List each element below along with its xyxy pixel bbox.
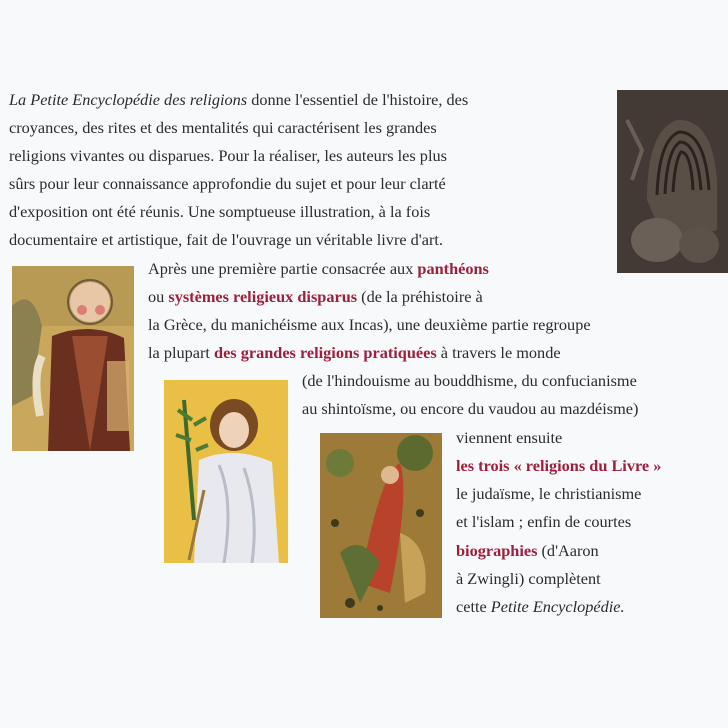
text-line: croyances, des rites et des mentalités qui caractérisent les grandes: [9, 118, 437, 137]
text-line: religions vivantes ou disparues. Pour la réaliser, les auteurs les plus: [9, 146, 447, 165]
text-line: documentaire et artistique, fait de l'ouvrage un véritable livre d'art.: [9, 230, 443, 249]
text-line: [9, 90, 468, 110]
text-line: d'exposition ont été réunis. Une somptueuse illustration, à la fois: [9, 202, 431, 221]
highlight-religions-of-the-book: les trois « religions du Livre »: [456, 456, 662, 475]
book-title-short: Petite Encyclopédie.: [490, 597, 625, 616]
text-span: à travers le monde: [436, 343, 561, 362]
text-span: (de la préhistoire à: [357, 287, 483, 306]
text-line: viennent ensuite: [456, 428, 563, 447]
text-line: sûrs pour leur connaissance approfondie du sujet et pour leur clarté: [9, 174, 446, 193]
text-span: (d'Aaron: [537, 541, 599, 560]
highlight-pantheons: panthéons: [417, 259, 489, 278]
text-span: la plupart: [148, 343, 215, 362]
text-line: et l'islam ; enfin de courtes: [456, 512, 632, 531]
monk-painting-image: [12, 266, 134, 451]
highlight-extinct-systems: systèmes religieux disparus: [168, 287, 358, 306]
text-line: à Zwingli) complètent: [456, 569, 601, 588]
text-line: [148, 287, 483, 307]
text-line: (de l'hindouisme au bouddhisme, du confucianisme: [302, 371, 637, 390]
text-span: Après une première partie consacrée aux: [148, 259, 418, 278]
text-line: [456, 541, 599, 561]
highlight-practiced-religions: des grandes religions pratiquées: [214, 343, 437, 362]
text-span: cette: [456, 597, 491, 616]
text-line: la Grèce, du manichéisme aux Incas), une deuxième partie regroupe: [148, 315, 591, 334]
sculpture-image: [617, 90, 728, 273]
angel-painting-image: [164, 380, 288, 563]
text-span: ou: [148, 287, 169, 306]
text-line: le judaïsme, le christianisme: [456, 484, 642, 503]
book-title: La Petite Encyclopédie des religions: [9, 90, 248, 109]
text-line: [148, 343, 561, 363]
highlight-biographies: biographies: [456, 541, 538, 560]
text-span: donne l'essentiel de l'histoire, des: [247, 90, 469, 109]
text-line: au shintoïsme, ou encore du vaudou au mazdéisme): [302, 399, 639, 418]
tapestry-image: [320, 433, 442, 618]
text-line: [148, 259, 489, 279]
text-line: [456, 597, 625, 617]
